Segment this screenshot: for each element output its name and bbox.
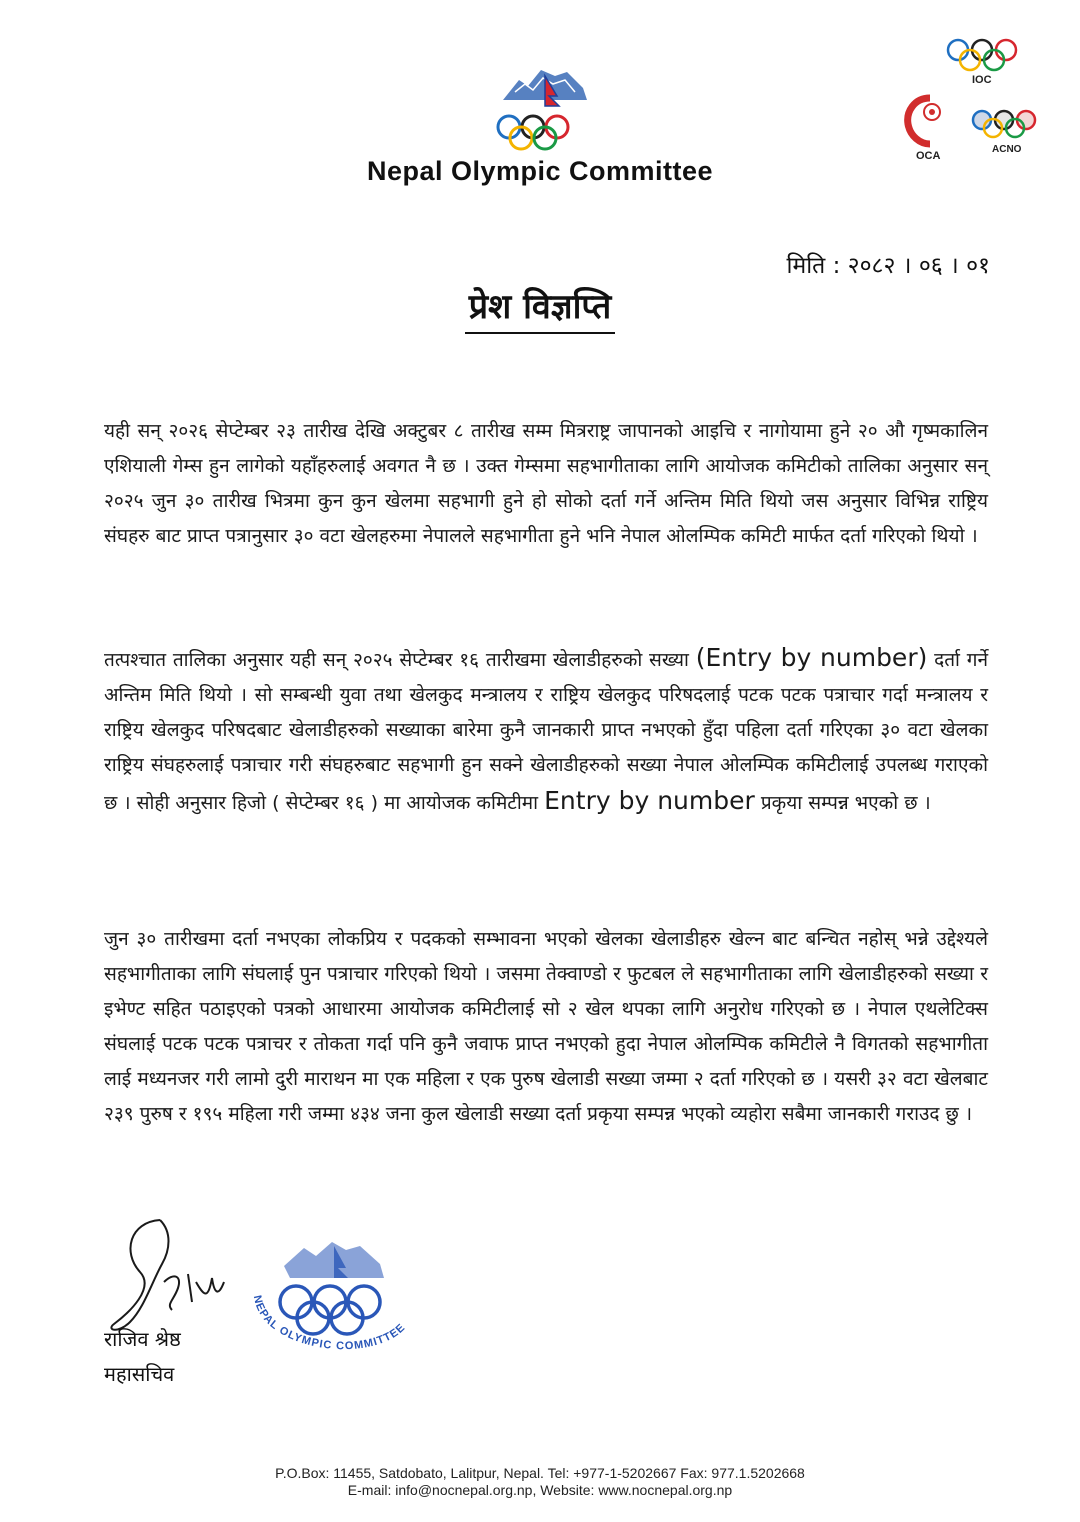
stamp-text: NEPAL OLYMPIC COMMITTEE (250, 1294, 408, 1353)
footer-contact: E-mail: info@nocnepal.org.np, Website: www.nocnepal.org.np (347, 1482, 733, 1498)
paragraph-1: यही सन् २०२६ सेप्टेम्बर २३ तारीख देखि अक्टुबर ८ तारीख सम्म मित्रराष्ट्र जापानको आइचि र नागोयामा हुने २० औ गृष्मकालिन एशियाली गेम्स हुन लागेको यहाँहरुलाई अवगत नै छ । उक्त गेम्समा सहभागीताका लागि आयोजक कमिटीको तालिका अनुसार सन् २०२५ जुन ३० तारीख भित्रमा कुन कुन खेलमा सहभागी हुने हो सोको दर्ता गर्ने अन्तिम मिति थियो जस अनुसार विभिन्न राष्ट्रिय संघहरु बाट प्राप्त पत्रानुसार ३० वटा खेलहरुमा नेपालले सहभागीता हुने भनि नेपाल ओलम्पिक कमिटी मार्फत दर्ता गरिएको थियो । (104, 420, 988, 547)
paragraph-2-part-b: दर्ता गर्ने अन्तिम मिति थियो । सो सम्बन्धी युवा तथा खेलकुद मन्त्रालय र राष्ट्रिय खेलकुद परिषदलाई पटक पटक पत्राचार गर्दा मन्त्रालय र राष्ट्रिय खेलकुद परिषदबाट खेलाडीहरुको सख्याका बारेमा कुनै जानकारी प्राप्त नभएको हुँदा पहिला दर्ता गरिएका ३० वटा खेलका राष्ट्रिय संघहरुलाई पत्राचार गरी संघहरुबाट सहभागी हुन सक्ने खेलाडीहरुको सख्या नेपाल ओलम्पिक कमिटीलाई उपलब्ध गराएको छ । सोही अनुसार हिजो ( सेप्टेम्बर १६ ) मा आयोजक कमिटीमा (104, 649, 988, 814)
signatory-designation: महासचिव (104, 1362, 175, 1386)
ioc-rings-icon (944, 36, 1024, 72)
noc-stamp-icon (240, 1238, 420, 1373)
signatory-name: राजिव श्रेष्ठ (104, 1327, 181, 1351)
acno-label: ACNO (992, 144, 1022, 155)
footer (0, 1465, 1080, 1499)
signature-icon (100, 1212, 240, 1342)
entry-by-number-text: (Entry by number) (695, 643, 928, 672)
document-title (0, 282, 1080, 334)
oca-label: OCA (916, 150, 941, 162)
acno-rings-icon (970, 108, 1040, 140)
noc-logo-icon (495, 62, 595, 157)
title-text: प्रेश विज्ञप्ति (465, 282, 615, 334)
entry-by-number-inline: Entry by number (544, 786, 755, 815)
oca-emblem-icon (902, 92, 958, 150)
ioc-label: IOC (972, 74, 992, 86)
document-date: मिति : २०८२ । ०६ । ०१ (786, 253, 990, 279)
paragraph-2-part-c: प्रकृया सम्पन्न भएको छ । (754, 792, 931, 814)
paragraph-2 (104, 640, 988, 821)
affiliation-logos (898, 36, 1048, 166)
org-name: Nepal Olympic Committee (366, 156, 714, 186)
paragraph-3: जुन ३० तारीखमा दर्ता नभएका लोकप्रिय र पदकको सम्भावना भएको खेलका खेलाडीहरु खेल्न बाट बन्चित नहोस् भन्ने उद्देश्यले सहभागीताका लागि संघलाई पुन पत्राचार गरिएको थियो । जसमा तेक्वाण्डो र फुटबल ले सहभागीताका लागि खेलाडीहरुको सख्या र इभेण्ट सहित पठाइएको पत्रको आधारमा आयोजक कमिटीलाई सो २ खेल थपका लागि अनुरोध गरिएको छ । नेपाल एथलेटिक्स संघलाई पटक पटक पत्राचर र तोकता गर्दा पनि कुनै जवाफ प्राप्त नभएको हुदा नेपाल ओलम्पिक कमिटीले नै विगतको सहभागीता लाई मध्यनजर गरी लामो दुरी माराथन मा एक महिला र एक पुरुष खेलाडी सख्या जम्मा २ दर्ता गरिएको छ । यसरी ३२ वटा खेलबाट २३९ पुरुष र १९५ महिला गरी जम्मा ४३४ जना कुल खेलाडी सख्या दर्ता प्रकृया सम्पन्न भएको व्यहोरा सबैमा जानकारी गराउद छु । (104, 928, 988, 1125)
paragraph-2-part-a: तत्पश्चात तालिका अनुसार यही सन् २०२५ सेप्टेम्बर १६ तारीखमा खेलाडीहरुको सख्या (104, 649, 696, 671)
footer-address: P.O.Box: 11455, Satdobato, Lalitpur, Nepal. Tel: +977-1-5202667 Fax: 977.1.5202668 (275, 1465, 805, 1481)
